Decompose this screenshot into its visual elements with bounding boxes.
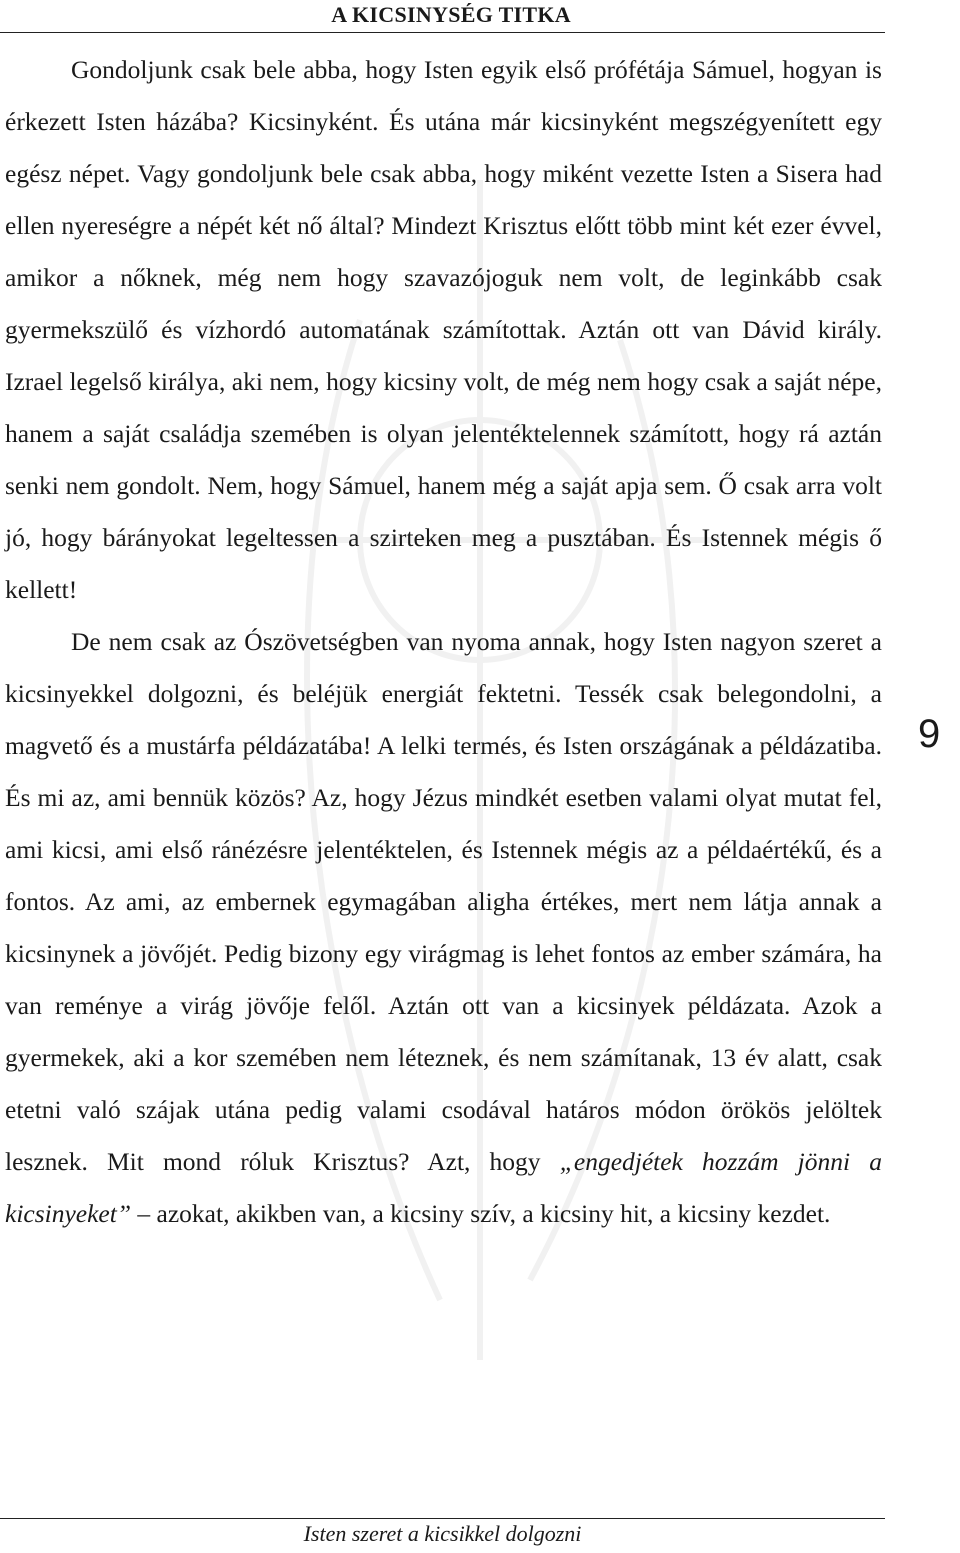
bible-quote: „engedjétek hozzám jönni a kicsinyeket”: [5, 1147, 882, 1228]
running-footer: [0, 1518, 885, 1549]
running-header: [0, 0, 885, 33]
page-number: 9: [918, 712, 941, 756]
paragraph-1: Gondoljunk csak bele abba, hogy Isten egyik első prófétája Sámuel, hogyan is érkezett Isten házába? Kicsinyként. És utána már kicsinyként megszégyenített egy egész népet. Vagy gondoljunk bele csak abba, hogy miként vezette Isten a Sisera had ellen nyereségre a népét két nő által? Mindezt Krisztus előtt több mint két ezer évvel, amikor a nőknek, még nem hogy szavazójoguk nem volt, de leginkább csak gyermekszülő és vízhordó automatának számítottak. Aztán ott van Dávid király. Izrael legelső királya, aki nem, hogy kicsiny volt, de még nem hogy csak a saját népe, hanem a saját családja szemében is olyan jelentéktelennek számított, hogy rá aztán senki nem gondolt. Nem, hogy Sámuel, hanem még a saját apja sem. Ő csak arra volt jó, hogy bárányokat legeltessen a szirteken meg a pusztában. És Istennek mégis ő kellett!: [5, 55, 882, 604]
paragraph-2: [5, 616, 882, 1240]
paragraph-2-text: De nem csak az Ószövetségben van nyoma annak, hogy Isten nagyon szeret a kicsinyekkel dolgozni, és beléjük energiát fektetni. Tessék csak belegondolni, a magvető és a mustárfa példázatába! A lelki termés, és Isten országának a példázatiba. És mi az, ami bennük közös? Az, hogy Jézus mindkét esetben valami olyat mutat fel, ami kicsi, ami első ránézésre jelentéktelen, és Istennek mégis az a példaértékű, és a fontos. Az ami, az embernek egymagában aligha értékes, mert nem látja annak a kicsinynek a jövőjét. Pedig bizony egy virágmag is lehet fontos az ember számára, ha van reménye a virág jövője felől. Aztán ott van a kicsinyek példázata. Azok a gyermekek, aki a kor szemében nem léteznek, és nem számítanak, 13 év alatt, csak etetni való szájak utána pedig valami csodával határos módon örökös jelöltek lesznek. Mit mond róluk Krisztus? Azt, hogy: [5, 627, 882, 1176]
paragraph-2-ending: – azokat, akikben van, a kicsiny szív, a kicsiny hit, a kicsiny kezdet.: [131, 1199, 831, 1228]
body-text: [5, 44, 882, 1240]
footer-title: Isten szeret a kicsikkel dolgozni: [303, 1521, 582, 1546]
chapter-title: A KICSINYSÉG TITKA: [331, 2, 571, 27]
